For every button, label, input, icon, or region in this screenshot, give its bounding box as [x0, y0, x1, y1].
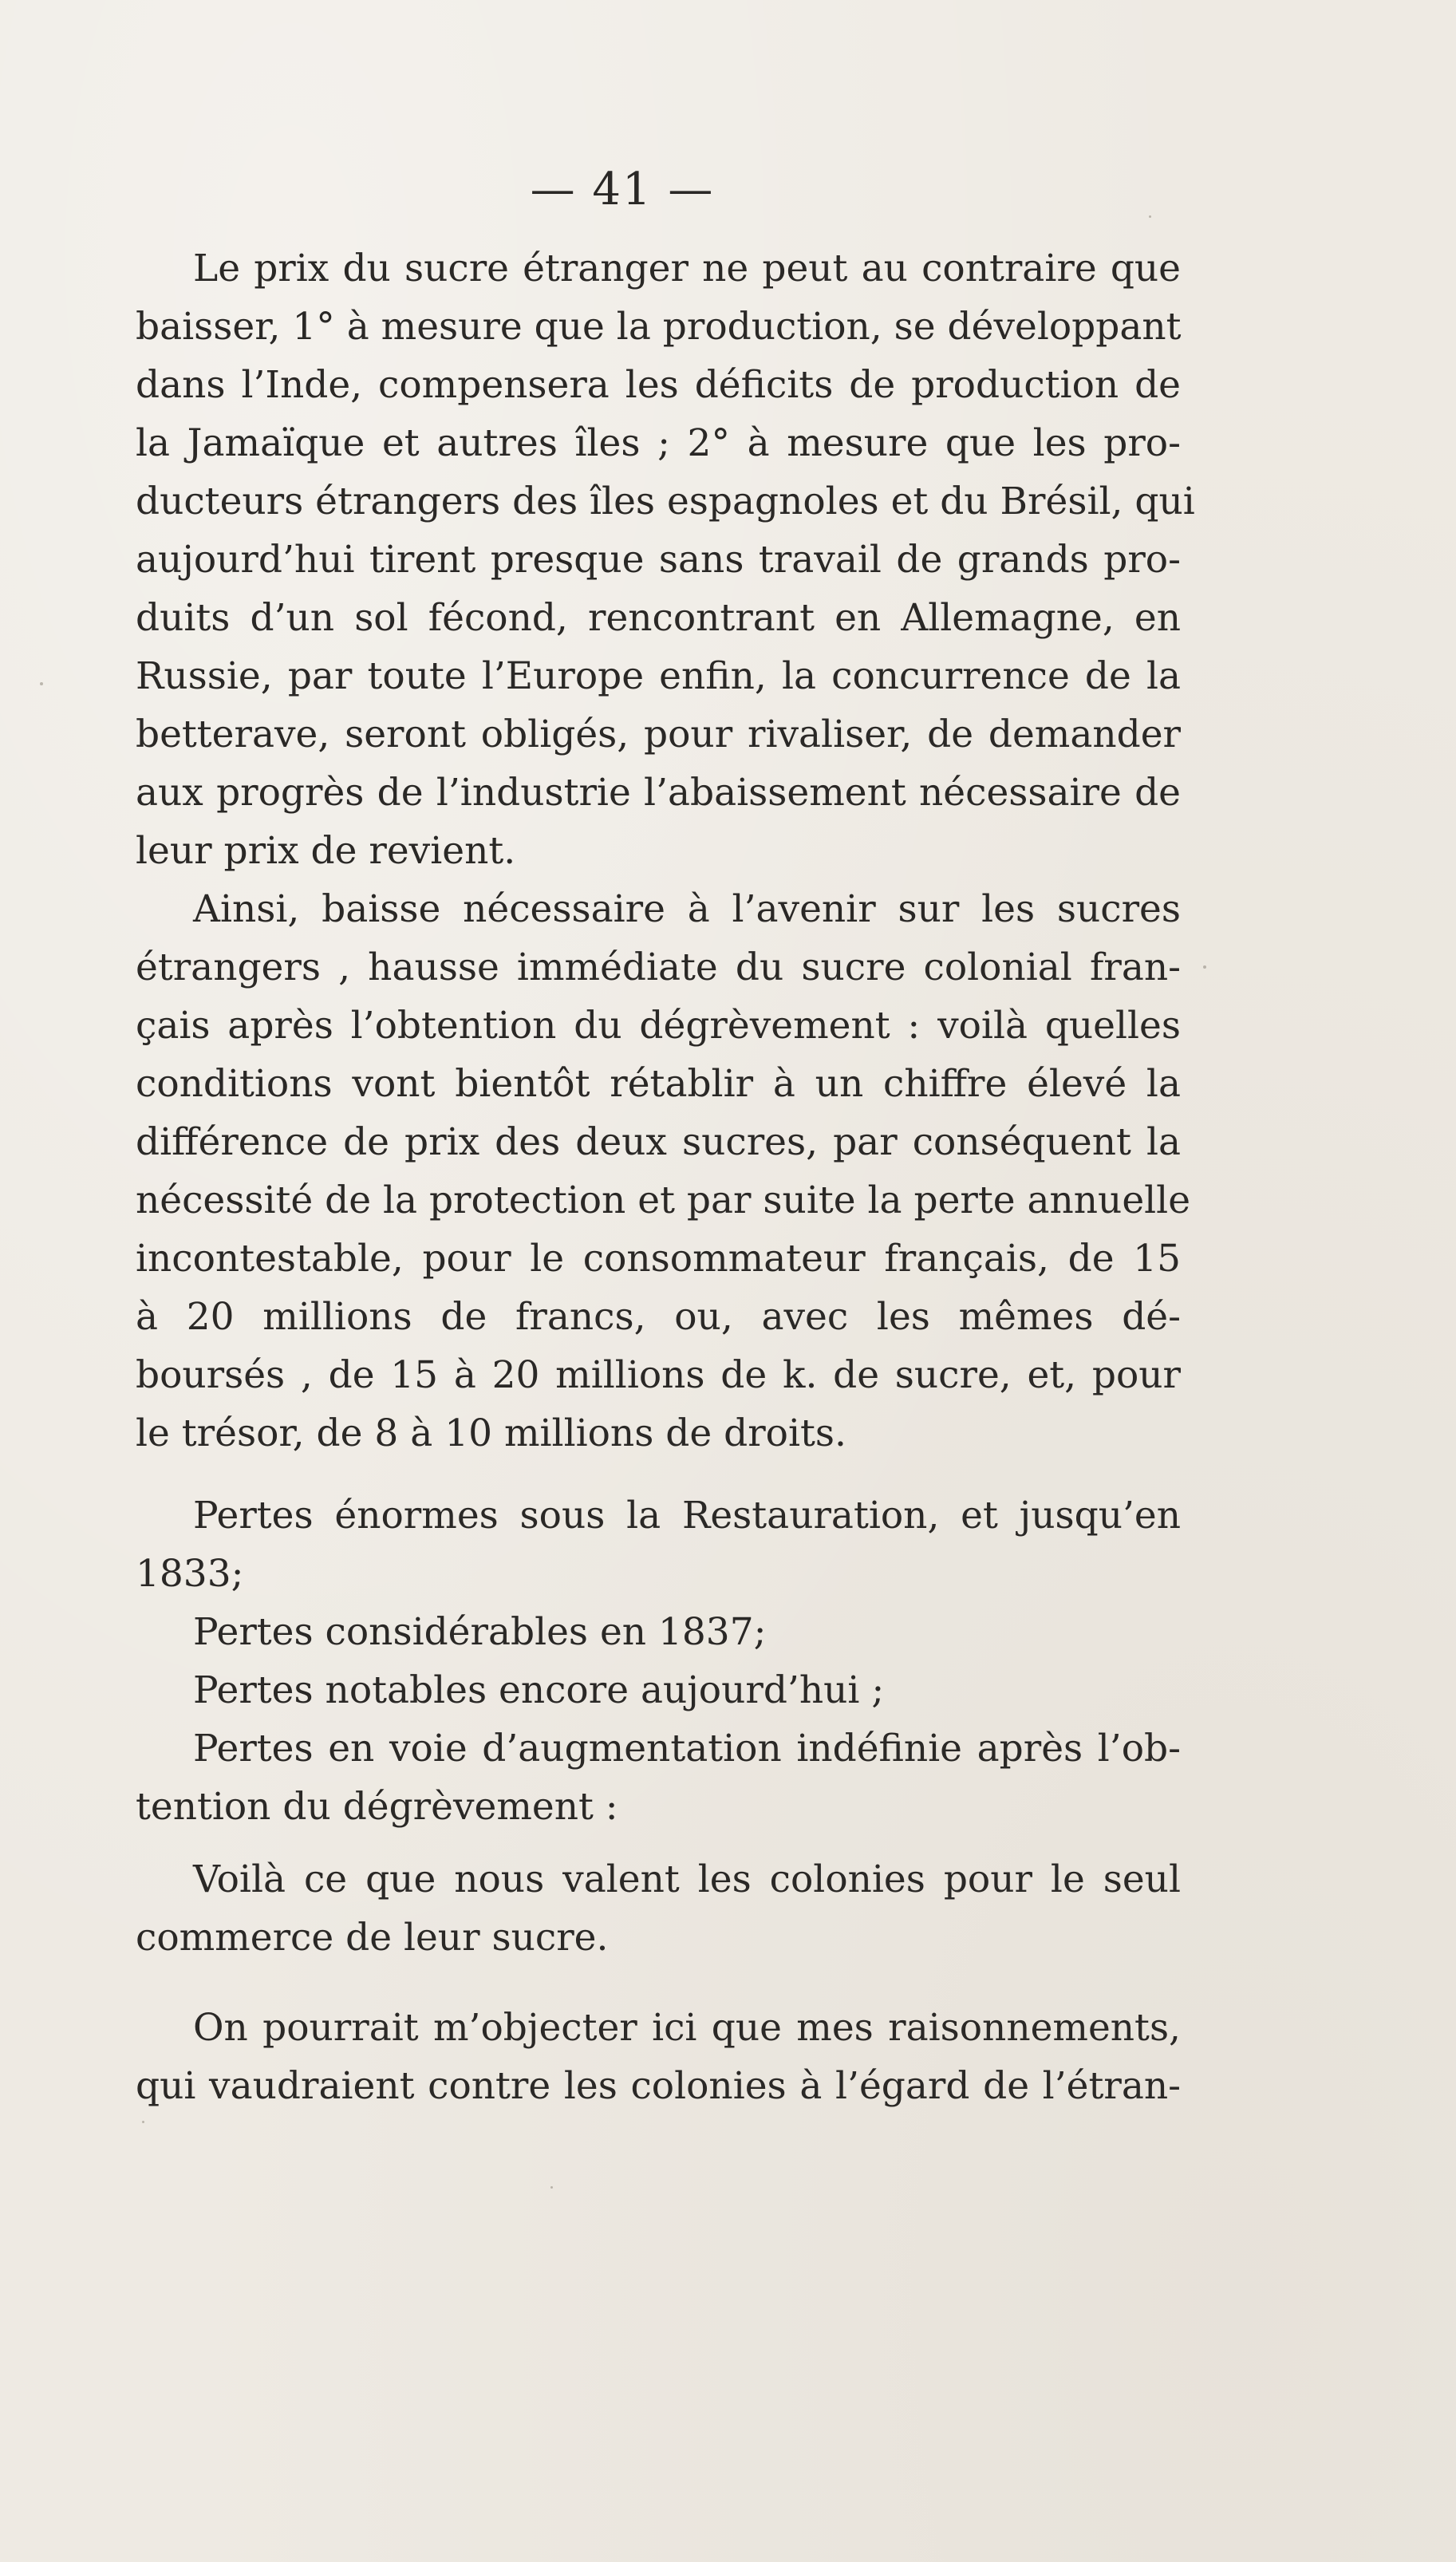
text-line: conditions vont bientôt rétablir à un chiffre élevé la	[136, 1062, 1181, 1106]
text-line: Pertes notables encore aujourd’hui ;	[193, 1668, 885, 1712]
text-line: le trésor, de 8 à 10 millions de droits.	[136, 1411, 846, 1455]
paragraph-pertes-enormes	[78, 1486, 1181, 1603]
paper-speck	[1203, 965, 1206, 969]
paragraph-on-pourrait	[78, 1999, 1181, 2115]
text-line: Pertes en voie d’augmentation indéfinie après l’ob-	[193, 1727, 1181, 1771]
paper-speck	[40, 682, 43, 685]
text-line: Pertes considérables en 1837;	[193, 1610, 767, 1654]
paper-speck	[550, 2186, 553, 2189]
text-line: çais après l’obtention du dégrèvement : voilà quelles	[136, 1004, 1181, 1048]
text-line: incontestable, pour le consommateur français, de 15	[136, 1237, 1181, 1281]
paragraph-pertes-en-voie	[78, 1719, 1181, 1836]
text-line: betterave, seront obligés, pour rivaliser, de demander	[136, 713, 1181, 756]
text-line: Le prix du sucre étranger ne peut au contraire que	[193, 247, 1181, 290]
text-line: à 20 millions de francs, ou, avec les mêmes dé-	[136, 1295, 1181, 1339]
text-line: ducteurs étrangers des îles espagnoles et du Brésil, qui	[136, 480, 1195, 523]
paragraph-ainsi	[78, 880, 1191, 1463]
paragraph-voila	[78, 1850, 1181, 1967]
text-line: Pertes énormes sous la Restauration, et jusqu’en	[193, 1494, 1181, 1538]
text-line: différence de prix des deux sucres, par conséquent la	[136, 1120, 1181, 1164]
text-line: baisser, 1° à mesure que la production, se développant	[136, 305, 1182, 349]
text-line: 1833;	[136, 1552, 244, 1596]
text-line: boursés , de 15 à 20 millions de k. de sucre, et, pour	[136, 1353, 1181, 1397]
text-line: qui vaudraient contre les colonies à l’égard de l’étran-	[136, 2064, 1181, 2108]
text-line: duits d’un sol fécond, rencontrant en Allemagne, en	[136, 596, 1181, 640]
paper-speck	[1149, 215, 1151, 218]
paper-speck	[142, 2121, 144, 2123]
text-line: Russie, par toute l’Europe enfin, la concurrence de la	[136, 654, 1181, 698]
paragraph-sugar-price	[78, 239, 1195, 880]
text-line: aujourd’hui tirent presque sans travail de grands pro-	[136, 538, 1181, 582]
text-line: dans l’Inde, compensera les déficits de production de	[136, 363, 1181, 407]
paragraph-pertes-considerables	[78, 1603, 1181, 1661]
text-line: tention du dégrèvement :	[136, 1785, 618, 1829]
text-line: aux progrès de l’industrie l’abaissement nécessaire de	[136, 771, 1181, 815]
text-line: leur prix de revient.	[136, 829, 516, 873]
text-line: nécessité de la protection et par suite la perte annuelle	[136, 1178, 1191, 1222]
text-line: étrangers , hausse immédiate du sucre colonial fran-	[136, 945, 1181, 989]
text-line: On pourrait m’objecter ici que mes raisonnements,	[193, 2006, 1181, 2050]
paragraph-pertes-notables	[78, 1661, 1181, 1719]
text-line: la Jamaïque et autres îles ; 2° à mesure que les pro-	[136, 421, 1181, 465]
text-line: commerce de leur sucre.	[136, 1916, 609, 1960]
text-line: Voilà ce que nous valent les colonies pour le seul	[193, 1857, 1181, 1901]
text-line: Ainsi, baisse nécessaire à l’avenir sur les sucres	[193, 887, 1181, 931]
body-text	[78, 239, 1195, 2115]
page-number: — 41 —	[530, 164, 715, 215]
